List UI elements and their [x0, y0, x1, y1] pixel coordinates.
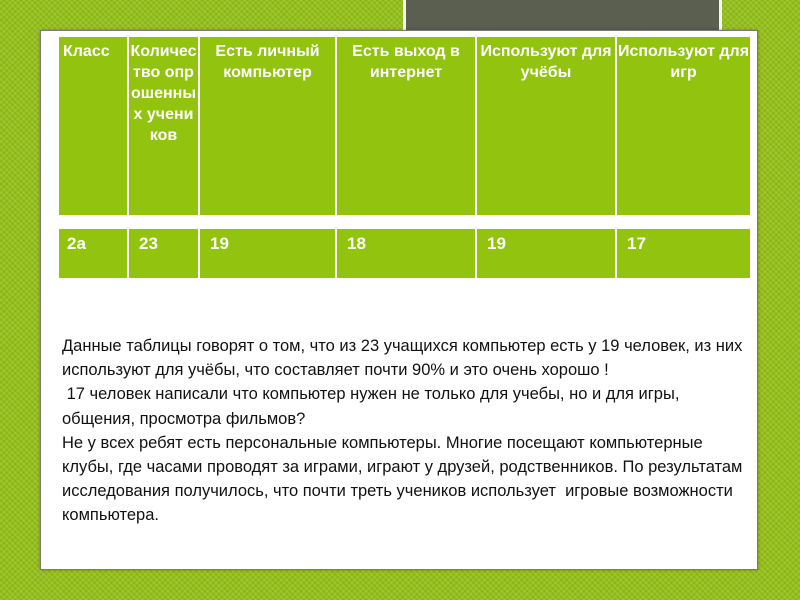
- survey-data-table: [57, 227, 752, 280]
- header-students-count: Количество опрошенных учеников: [128, 36, 199, 216]
- table-row: [58, 228, 751, 279]
- paragraph-1: Данные таблицы говорят о том, что из 23 учащихся компьютер есть у 19 человек, из них используют для учёбы, что составляет почти 90% и это очень хорошо !: [62, 337, 747, 380]
- cell-students-count: 23: [128, 228, 199, 279]
- header-use-for-games: Используют для игр: [616, 36, 751, 216]
- header-row: [58, 36, 751, 216]
- slide-content: [40, 30, 758, 570]
- header-internet-access: Есть выход в интернет: [336, 36, 476, 216]
- cell-use-for-games: 17: [616, 228, 751, 279]
- cell-own-computer: 19: [199, 228, 336, 279]
- cell-use-for-study: 19: [476, 228, 616, 279]
- conclusion-text: [62, 334, 752, 528]
- cell-internet-access: 18: [336, 228, 476, 279]
- header-use-for-study: Используют для учёбы: [476, 36, 616, 216]
- decorative-top-bar: [403, 0, 722, 33]
- paragraph-3: Не у всех ребят есть персональные компьютеры. Многие посещают компьютерные клубы, где часами проводят за играми, играют у друзей, родственников. По результатам исследования получилось, что почти треть учеников использует игровые возможности компьютера.: [62, 433, 747, 525]
- header-class: Класс: [58, 36, 128, 216]
- survey-header-table: [57, 35, 752, 217]
- paragraph-2: 17 человек написали что компьютер нужен не только для учебы, но и для игры, общения, просмотра фильмов?: [62, 385, 684, 428]
- cell-class: 2а: [58, 228, 128, 279]
- header-own-computer: Есть личный компьютер: [199, 36, 336, 216]
